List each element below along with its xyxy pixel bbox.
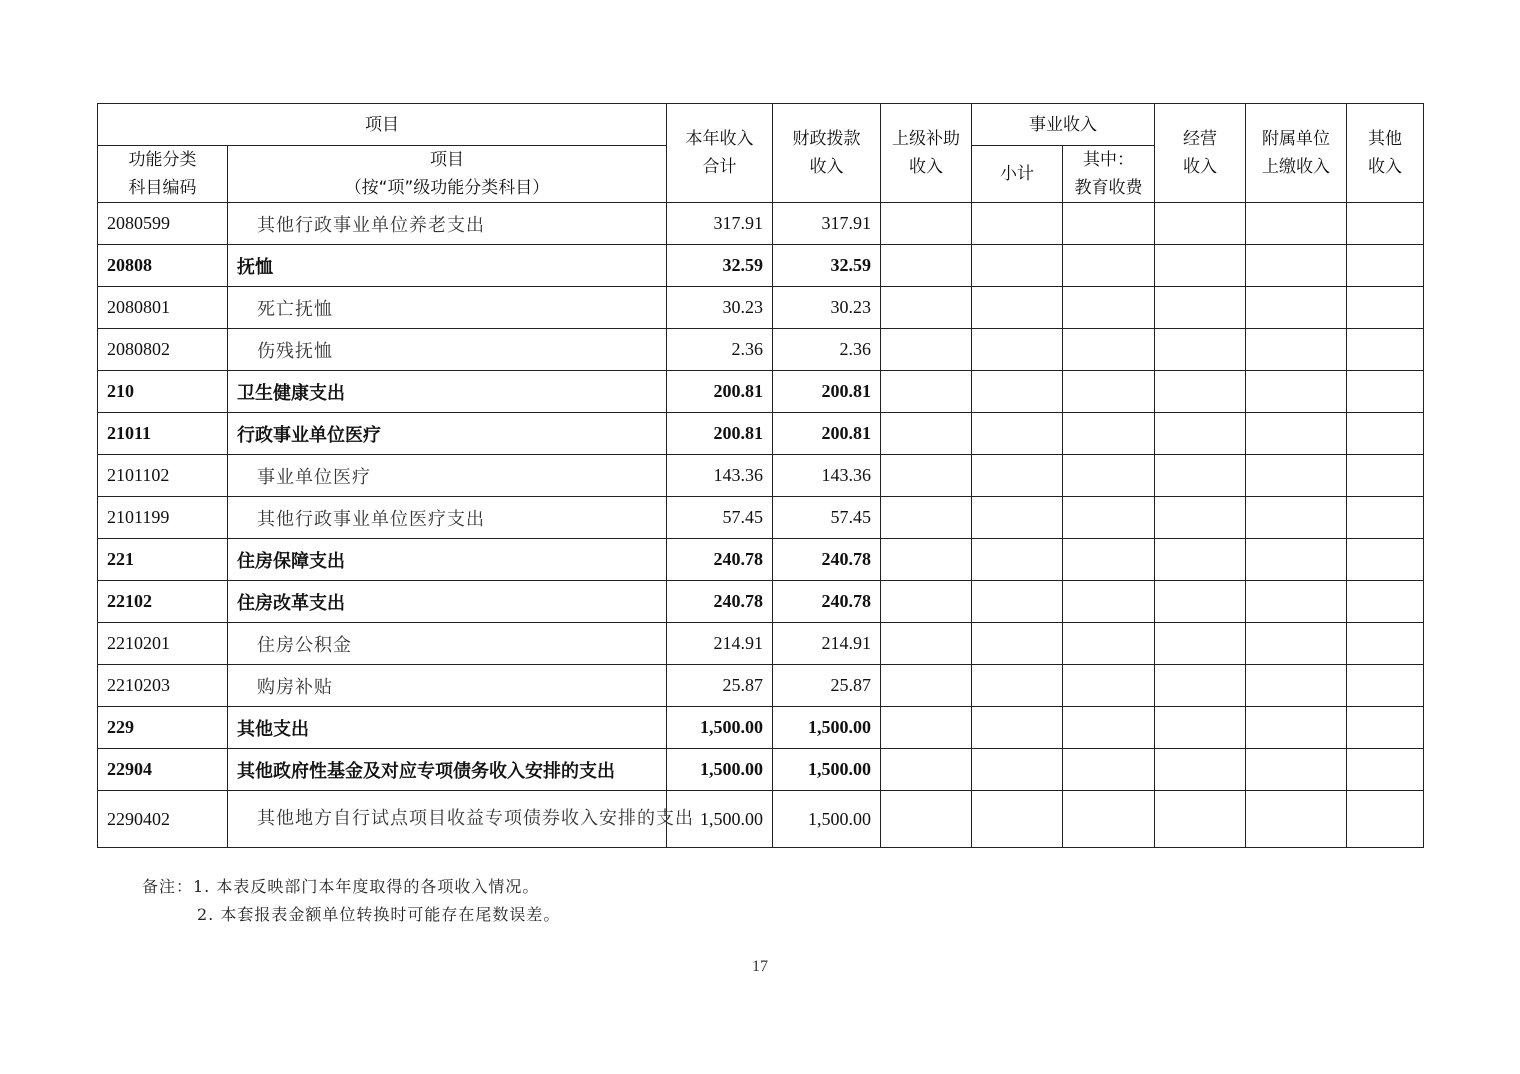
cell-upper-subsidy bbox=[881, 413, 972, 455]
cell-item-name: 其他行政事业单位养老支出 bbox=[228, 203, 667, 245]
cell-operating bbox=[1155, 245, 1246, 287]
header-subtotal: 小计 bbox=[972, 146, 1063, 203]
cell-code: 22102 bbox=[98, 581, 228, 623]
cell-code: 21011 bbox=[98, 413, 228, 455]
cell-affiliated bbox=[1246, 497, 1347, 539]
cell-edu-fee bbox=[1063, 539, 1155, 581]
cell-other bbox=[1347, 623, 1424, 665]
cell-total: 143.36 bbox=[667, 455, 773, 497]
cell-subtotal bbox=[972, 287, 1063, 329]
cell-subtotal bbox=[972, 539, 1063, 581]
cell-total: 1,500.00 bbox=[667, 707, 773, 749]
cell-edu-fee bbox=[1063, 203, 1155, 245]
table-row bbox=[98, 623, 1424, 665]
header-func-code: 功能分类 科目编码 bbox=[98, 146, 228, 203]
cell-subtotal bbox=[972, 329, 1063, 371]
cell-affiliated bbox=[1246, 245, 1347, 287]
note-line-1: 备注：1. 本表反映部门本年度取得的各项收入情况。 bbox=[142, 877, 540, 896]
cell-subtotal bbox=[972, 371, 1063, 413]
cell-other bbox=[1347, 413, 1424, 455]
cell-other bbox=[1347, 539, 1424, 581]
cell-other bbox=[1347, 497, 1424, 539]
cell-affiliated bbox=[1246, 455, 1347, 497]
cell-fiscal: 32.59 bbox=[773, 245, 881, 287]
cell-fiscal: 2.36 bbox=[773, 329, 881, 371]
cell-subtotal bbox=[972, 203, 1063, 245]
cell-upper-subsidy bbox=[881, 329, 972, 371]
cell-affiliated bbox=[1246, 665, 1347, 707]
table-row bbox=[98, 539, 1424, 581]
cell-upper-subsidy bbox=[881, 539, 972, 581]
cell-code: 210 bbox=[98, 371, 228, 413]
header-fiscal: 财政拨款 收入 bbox=[773, 104, 881, 203]
cell-upper-subsidy bbox=[881, 287, 972, 329]
cell-subtotal bbox=[972, 455, 1063, 497]
cell-item-name: 其他地方自行试点项目收益专项债券收入安排的支出 bbox=[228, 791, 667, 848]
cell-code: 2210203 bbox=[98, 665, 228, 707]
table-header bbox=[98, 104, 1424, 203]
cell-total: 1,500.00 bbox=[667, 791, 773, 848]
cell-subtotal bbox=[972, 791, 1063, 848]
cell-edu-fee bbox=[1063, 245, 1155, 287]
cell-subtotal bbox=[972, 245, 1063, 287]
header-career-income: 事业收入 bbox=[972, 104, 1155, 146]
cell-total: 1,500.00 bbox=[667, 749, 773, 791]
cell-item-name: 住房保障支出 bbox=[228, 539, 667, 581]
cell-fiscal: 240.78 bbox=[773, 539, 881, 581]
cell-operating bbox=[1155, 371, 1246, 413]
cell-item-name: 其他政府性基金及对应专项债务收入安排的支出 bbox=[228, 749, 667, 791]
cell-total: 2.36 bbox=[667, 329, 773, 371]
cell-other bbox=[1347, 665, 1424, 707]
cell-edu-fee bbox=[1063, 455, 1155, 497]
header-upper-subsidy: 上级补助 收入 bbox=[881, 104, 972, 203]
cell-total: 57.45 bbox=[667, 497, 773, 539]
cell-operating bbox=[1155, 329, 1246, 371]
table-row bbox=[98, 203, 1424, 245]
cell-affiliated bbox=[1246, 791, 1347, 848]
cell-subtotal bbox=[972, 413, 1063, 455]
cell-edu-fee bbox=[1063, 497, 1155, 539]
cell-affiliated bbox=[1246, 203, 1347, 245]
cell-other bbox=[1347, 329, 1424, 371]
cell-upper-subsidy bbox=[881, 665, 972, 707]
cell-edu-fee bbox=[1063, 287, 1155, 329]
cell-fiscal: 1,500.00 bbox=[773, 707, 881, 749]
cell-other bbox=[1347, 287, 1424, 329]
cell-code: 2080599 bbox=[98, 203, 228, 245]
cell-other bbox=[1347, 581, 1424, 623]
cell-upper-subsidy bbox=[881, 455, 972, 497]
cell-edu-fee bbox=[1063, 413, 1155, 455]
cell-upper-subsidy bbox=[881, 623, 972, 665]
cell-subtotal bbox=[972, 749, 1063, 791]
cell-code: 221 bbox=[98, 539, 228, 581]
cell-fiscal: 30.23 bbox=[773, 287, 881, 329]
income-table bbox=[97, 103, 1424, 848]
cell-edu-fee bbox=[1063, 791, 1155, 848]
cell-affiliated bbox=[1246, 413, 1347, 455]
cell-code: 2210201 bbox=[98, 623, 228, 665]
cell-code: 2290402 bbox=[98, 791, 228, 848]
cell-affiliated bbox=[1246, 539, 1347, 581]
header-affiliated: 附属单位 上缴收入 bbox=[1246, 104, 1347, 203]
cell-upper-subsidy bbox=[881, 371, 972, 413]
table-row bbox=[98, 791, 1424, 848]
cell-edu-fee bbox=[1063, 581, 1155, 623]
cell-operating bbox=[1155, 665, 1246, 707]
cell-affiliated bbox=[1246, 707, 1347, 749]
cell-subtotal bbox=[972, 623, 1063, 665]
cell-edu-fee bbox=[1063, 371, 1155, 413]
cell-code: 22904 bbox=[98, 749, 228, 791]
cell-subtotal bbox=[972, 581, 1063, 623]
cell-edu-fee bbox=[1063, 749, 1155, 791]
cell-upper-subsidy bbox=[881, 245, 972, 287]
table-row bbox=[98, 665, 1424, 707]
cell-operating bbox=[1155, 455, 1246, 497]
cell-code: 2101102 bbox=[98, 455, 228, 497]
cell-item-name: 伤残抚恤 bbox=[228, 329, 667, 371]
cell-affiliated bbox=[1246, 287, 1347, 329]
cell-subtotal bbox=[972, 665, 1063, 707]
table-row bbox=[98, 287, 1424, 329]
cell-other bbox=[1347, 203, 1424, 245]
cell-operating bbox=[1155, 539, 1246, 581]
cell-other bbox=[1347, 455, 1424, 497]
header-project: 项目 bbox=[98, 104, 667, 146]
cell-fiscal: 200.81 bbox=[773, 413, 881, 455]
cell-item-name: 住房公积金 bbox=[228, 623, 667, 665]
cell-fiscal: 1,500.00 bbox=[773, 791, 881, 848]
cell-fiscal: 1,500.00 bbox=[773, 749, 881, 791]
cell-total: 32.59 bbox=[667, 245, 773, 287]
table-row bbox=[98, 707, 1424, 749]
table-body bbox=[98, 203, 1424, 848]
cell-total: 30.23 bbox=[667, 287, 773, 329]
cell-item-name: 卫生健康支出 bbox=[228, 371, 667, 413]
cell-edu-fee bbox=[1063, 329, 1155, 371]
cell-code: 229 bbox=[98, 707, 228, 749]
cell-upper-subsidy bbox=[881, 203, 972, 245]
cell-affiliated bbox=[1246, 623, 1347, 665]
cell-total: 240.78 bbox=[667, 539, 773, 581]
cell-item-name: 抚恤 bbox=[228, 245, 667, 287]
cell-affiliated bbox=[1246, 371, 1347, 413]
cell-operating bbox=[1155, 623, 1246, 665]
cell-other bbox=[1347, 791, 1424, 848]
header-item-name: 项目 （按“项”级功能分类科目） bbox=[228, 146, 667, 203]
cell-other bbox=[1347, 371, 1424, 413]
table-row bbox=[98, 455, 1424, 497]
cell-other bbox=[1347, 245, 1424, 287]
table-row bbox=[98, 371, 1424, 413]
table-row bbox=[98, 245, 1424, 287]
table-row bbox=[98, 749, 1424, 791]
header-other: 其他 收入 bbox=[1347, 104, 1424, 203]
cell-item-name: 死亡抚恤 bbox=[228, 287, 667, 329]
cell-operating bbox=[1155, 749, 1246, 791]
table-row bbox=[98, 581, 1424, 623]
table-row bbox=[98, 329, 1424, 371]
cell-operating bbox=[1155, 707, 1246, 749]
cell-operating bbox=[1155, 497, 1246, 539]
cell-code: 2080801 bbox=[98, 287, 228, 329]
cell-item-name: 其他行政事业单位医疗支出 bbox=[228, 497, 667, 539]
cell-upper-subsidy bbox=[881, 497, 972, 539]
cell-item-name: 事业单位医疗 bbox=[228, 455, 667, 497]
cell-total: 200.81 bbox=[667, 413, 773, 455]
cell-item-name: 住房改革支出 bbox=[228, 581, 667, 623]
table-row bbox=[98, 413, 1424, 455]
cell-upper-subsidy bbox=[881, 581, 972, 623]
cell-item-name: 行政事业单位医疗 bbox=[228, 413, 667, 455]
cell-other bbox=[1347, 749, 1424, 791]
cell-item-name: 购房补贴 bbox=[228, 665, 667, 707]
cell-upper-subsidy bbox=[881, 791, 972, 848]
cell-operating bbox=[1155, 413, 1246, 455]
table-row bbox=[98, 497, 1424, 539]
cell-edu-fee bbox=[1063, 707, 1155, 749]
cell-code: 20808 bbox=[98, 245, 228, 287]
notes bbox=[142, 873, 560, 929]
cell-total: 25.87 bbox=[667, 665, 773, 707]
cell-subtotal bbox=[972, 497, 1063, 539]
cell-affiliated bbox=[1246, 581, 1347, 623]
cell-code: 2101199 bbox=[98, 497, 228, 539]
cell-fiscal: 200.81 bbox=[773, 371, 881, 413]
header-edu-fee: 其中： 教育收费 bbox=[1063, 146, 1155, 203]
header-total: 本年收入 合计 bbox=[667, 104, 773, 203]
cell-upper-subsidy bbox=[881, 707, 972, 749]
cell-total: 200.81 bbox=[667, 371, 773, 413]
header-operating: 经营 收入 bbox=[1155, 104, 1246, 203]
cell-total: 214.91 bbox=[667, 623, 773, 665]
cell-operating bbox=[1155, 287, 1246, 329]
cell-item-name: 其他支出 bbox=[228, 707, 667, 749]
cell-fiscal: 214.91 bbox=[773, 623, 881, 665]
cell-fiscal: 57.45 bbox=[773, 497, 881, 539]
cell-affiliated bbox=[1246, 749, 1347, 791]
cell-fiscal: 25.87 bbox=[773, 665, 881, 707]
cell-total: 240.78 bbox=[667, 581, 773, 623]
cell-subtotal bbox=[972, 707, 1063, 749]
cell-fiscal: 240.78 bbox=[773, 581, 881, 623]
cell-code: 2080802 bbox=[98, 329, 228, 371]
cell-affiliated bbox=[1246, 329, 1347, 371]
cell-upper-subsidy bbox=[881, 749, 972, 791]
page-number: 17 bbox=[752, 958, 768, 975]
cell-operating bbox=[1155, 791, 1246, 848]
cell-operating bbox=[1155, 581, 1246, 623]
cell-total: 317.91 bbox=[667, 203, 773, 245]
cell-other bbox=[1347, 707, 1424, 749]
note-line-2: 2. 本套报表金额单位转换时可能存在尾数误差。 bbox=[197, 905, 561, 924]
cell-fiscal: 317.91 bbox=[773, 203, 881, 245]
cell-operating bbox=[1155, 203, 1246, 245]
cell-edu-fee bbox=[1063, 623, 1155, 665]
cell-edu-fee bbox=[1063, 665, 1155, 707]
cell-fiscal: 143.36 bbox=[773, 455, 881, 497]
